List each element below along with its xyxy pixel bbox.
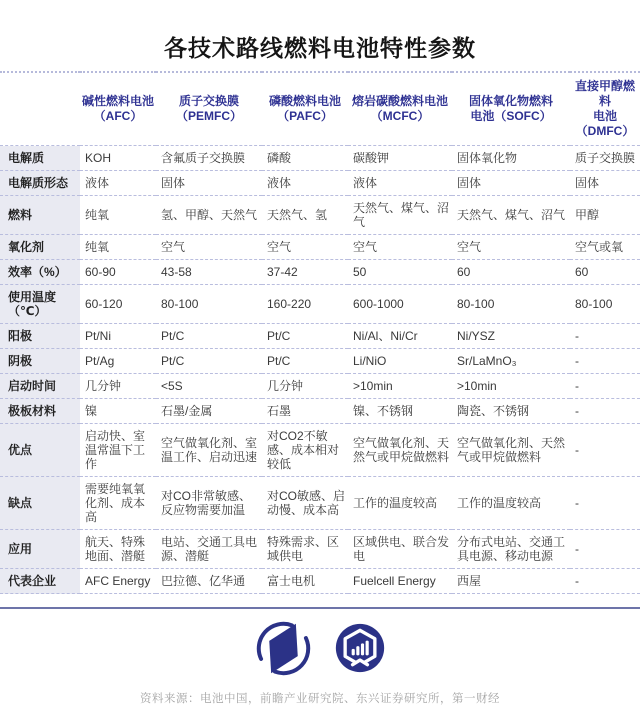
table-cell: -	[570, 424, 640, 477]
header-row	[0, 72, 640, 146]
table-cell: 60-90	[80, 260, 156, 285]
table-cell: 60	[570, 260, 640, 285]
column-header-line1: 碱性燃料电池	[81, 94, 154, 108]
table-row	[0, 171, 640, 196]
table-cell: Pt/C	[262, 349, 348, 374]
table-body	[0, 146, 640, 594]
table-cell: 80-100	[156, 285, 262, 324]
row-label: 极板材料	[0, 399, 80, 424]
row-label: 缺点	[0, 477, 80, 530]
table-row	[0, 324, 640, 349]
table-cell: 电站、交通工具电源、潜艇	[156, 530, 262, 569]
table-cell: 600-1000	[348, 285, 452, 324]
table-cell: 液体	[80, 171, 156, 196]
table-cell: 石墨	[262, 399, 348, 424]
table-cell: 分布式电站、交通工具电源、移动电源	[452, 530, 570, 569]
table-cell: 陶瓷、不锈钢	[452, 399, 570, 424]
table-cell: 50	[348, 260, 452, 285]
table-cell: 质子交换膜	[570, 146, 640, 171]
table-cell: 天然气、氢	[262, 196, 348, 235]
row-label: 启动时间	[0, 374, 80, 399]
row-label: 优点	[0, 424, 80, 477]
table-cell: Li/NiO	[348, 349, 452, 374]
table-cell: -	[570, 569, 640, 594]
table-cell: 西屋	[452, 569, 570, 594]
column-header-line1: 熔岩碳酸燃料电池	[351, 94, 448, 108]
table-cell: >10min	[348, 374, 452, 399]
row-label: 代表企业	[0, 569, 80, 594]
column-header-line1: 磷酸燃料电池	[268, 94, 341, 108]
table-cell: Fuelcell Energy	[348, 569, 452, 594]
table-cell: <5S	[156, 374, 262, 399]
table-cell: -	[570, 530, 640, 569]
column-header-line1: 直接甲醇燃料	[574, 79, 635, 108]
table-cell: 纯氧	[80, 196, 156, 235]
row-label: 燃料	[0, 196, 80, 235]
table-cell: 固体	[156, 171, 262, 196]
table-cell: 需要纯氧氧化剂、成本高	[80, 477, 156, 530]
table-cell: 空气或氧	[570, 235, 640, 260]
table-cell: 氢、甲醇、天然气	[156, 196, 262, 235]
table-cell: 工作的温度较高	[452, 477, 570, 530]
column-header-line2: 电池（DMFC）	[575, 109, 635, 138]
table-cell: 甲醇	[570, 196, 640, 235]
table-row	[0, 285, 640, 324]
row-label: 使用温度（℃）	[0, 285, 80, 324]
table-cell: 几分钟	[80, 374, 156, 399]
source-note: 资料来源：电池中国，前瞻产业研究院、东兴证券研究所，第一财经	[140, 693, 500, 705]
table-cell: Ni/Al、Ni/Cr	[348, 324, 452, 349]
table-cell: 区域供电、联合发电	[348, 530, 452, 569]
table-row	[0, 399, 640, 424]
table-cell: Pt/Ag	[80, 349, 156, 374]
footer-logos	[0, 619, 640, 677]
column-header-4	[452, 72, 570, 146]
table-cell: Pt/C	[262, 324, 348, 349]
table-header	[0, 72, 640, 146]
table-cell: 80-100	[452, 285, 570, 324]
table-cell: -	[570, 477, 640, 530]
table-cell: 对CO2不敏感、成本相对较低	[262, 424, 348, 477]
table-cell: 对CO非常敏感、反应物需要加温	[156, 477, 262, 530]
table-cell: 37-42	[262, 260, 348, 285]
table-cell: 80-100	[570, 285, 640, 324]
table-cell: 空气	[348, 235, 452, 260]
table-cell: >10min	[452, 374, 570, 399]
table-cell: 天然气、煤气、沼气	[452, 196, 570, 235]
table-cell: KOH	[80, 146, 156, 171]
column-header-0	[80, 72, 156, 146]
row-label: 电解质	[0, 146, 80, 171]
table-cell: Pt/C	[156, 324, 262, 349]
column-header-line2: 电池（SOFC）	[470, 109, 552, 123]
table-cell: 启动快、室温常温下工作	[80, 424, 156, 477]
corner-cell	[0, 72, 80, 146]
row-label: 阴极	[0, 349, 80, 374]
table-cell: 空气做氧化剂、天然气或甲烷做燃料	[452, 424, 570, 477]
compass-logo-icon	[255, 620, 312, 677]
table-row	[0, 260, 640, 285]
table-cell: -	[570, 399, 640, 424]
table-row	[0, 569, 640, 594]
column-header-5	[570, 72, 640, 146]
row-label: 效率（%）	[0, 260, 80, 285]
table-cell: 固体	[452, 171, 570, 196]
table-cell: 固体氧化物	[452, 146, 570, 171]
column-header-2	[262, 72, 348, 146]
table-row	[0, 235, 640, 260]
table-cell: 液体	[348, 171, 452, 196]
table-cell: 60	[452, 260, 570, 285]
table-cell: 航天、特殊地面、潜艇	[80, 530, 156, 569]
page-title: 各技术路线燃料电池特性参数	[164, 35, 476, 61]
table-cell: 43-58	[156, 260, 262, 285]
table-cell: -	[570, 324, 640, 349]
row-label: 电解质形态	[0, 171, 80, 196]
fuel-cell-spec-table	[0, 71, 640, 594]
table-cell: AFC Energy	[80, 569, 156, 594]
table-cell: -	[570, 374, 640, 399]
hexagon-chart-logo-icon	[334, 622, 386, 674]
table-row	[0, 530, 640, 569]
table-cell: 几分钟	[262, 374, 348, 399]
footer-divider	[0, 607, 640, 609]
table-cell: 60-120	[80, 285, 156, 324]
table-cell: 液体	[262, 171, 348, 196]
row-label: 应用	[0, 530, 80, 569]
table-cell: 工作的温度较高	[348, 477, 452, 530]
column-header-line2: （PAFC）	[277, 109, 333, 123]
column-header-line2: （AFC）	[93, 109, 143, 123]
table-cell: Pt/Ni	[80, 324, 156, 349]
table-cell: 纯氧	[80, 235, 156, 260]
table-row	[0, 424, 640, 477]
column-header-1	[156, 72, 262, 146]
table-row	[0, 196, 640, 235]
column-header-line1: 质子交换膜	[178, 94, 239, 108]
table-row	[0, 146, 640, 171]
table-cell: 含氟质子交换膜	[156, 146, 262, 171]
table-cell: 固体	[570, 171, 640, 196]
column-header-line2: （PEMFC）	[175, 109, 242, 123]
column-header-line1: 固体氧化物燃料	[468, 94, 553, 108]
table-row	[0, 374, 640, 399]
table-cell: 碳酸钾	[348, 146, 452, 171]
table-cell: 空气做氧化剂、天然气或甲烷做燃料	[348, 424, 452, 477]
table-cell: 特殊需求、区域供电	[262, 530, 348, 569]
table-cell: Ni/YSZ	[452, 324, 570, 349]
column-header-3	[348, 72, 452, 146]
column-header-line2: （MCFC）	[370, 109, 430, 123]
table-row	[0, 349, 640, 374]
table-cell: -	[570, 349, 640, 374]
table-cell: 160-220	[262, 285, 348, 324]
table-cell: 镍	[80, 399, 156, 424]
row-label: 阳极	[0, 324, 80, 349]
row-label: 氧化剂	[0, 235, 80, 260]
table-cell: 空气	[452, 235, 570, 260]
table-cell: 空气做氧化剂、室温工作、启动迅速	[156, 424, 262, 477]
table-cell: Pt/C	[156, 349, 262, 374]
table-cell: 石墨/金属	[156, 399, 262, 424]
table-cell: 磷酸	[262, 146, 348, 171]
table-cell: 空气	[262, 235, 348, 260]
table-cell: 镍、不锈钢	[348, 399, 452, 424]
table-cell: 天然气、煤气、沼气	[348, 196, 452, 235]
table-row	[0, 477, 640, 530]
table-cell: 空气	[156, 235, 262, 260]
table-cell: 对CO敏感、启动慢、成本高	[262, 477, 348, 530]
table-cell: 富士电机	[262, 569, 348, 594]
table-cell: 巴拉德、亿华通	[156, 569, 262, 594]
table-cell: Sr/LaMnO₃	[452, 349, 570, 374]
